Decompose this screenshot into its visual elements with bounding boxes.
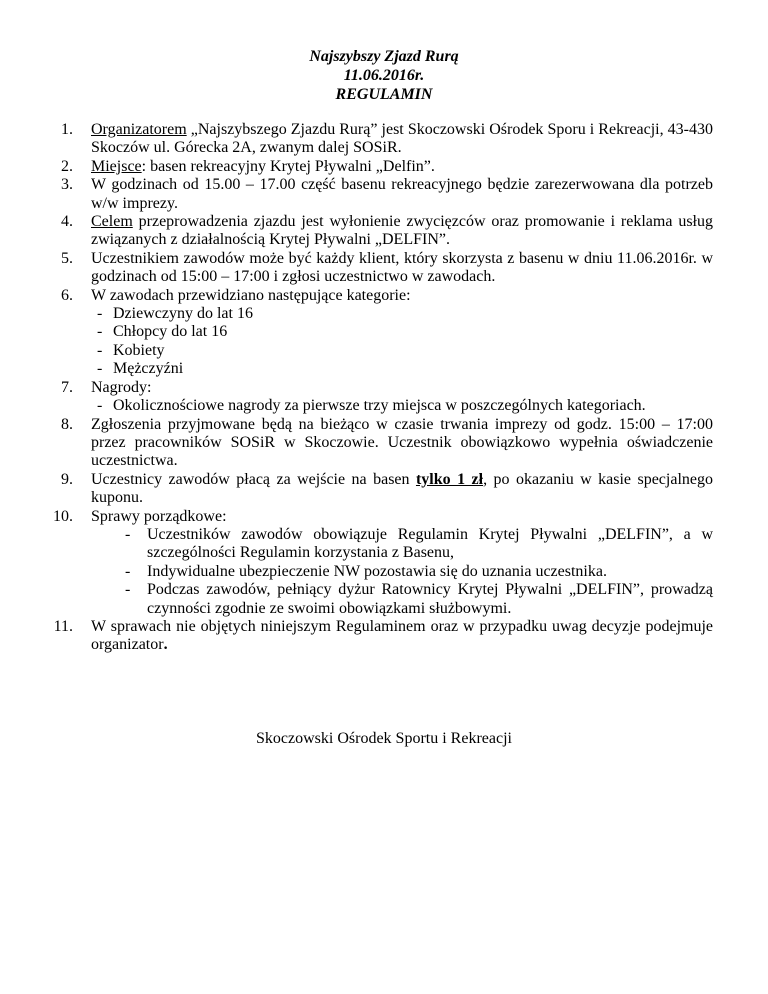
dash-bullet: -: [125, 562, 131, 580]
rule-text: W sprawach nie objętych niniejszym Regulaminem oraz w przypadku uwag decyzje podejmuje organizator: [91, 617, 713, 654]
rule-number: 8.: [61, 415, 73, 433]
category-label: Kobiety: [113, 341, 165, 359]
rule-number: 7.: [61, 378, 73, 396]
dash-bullet: -: [97, 341, 103, 359]
dash-bullet: -: [97, 305, 103, 323]
list-item: [91, 323, 713, 341]
event-title: Najszybszy Zjazd Rurą: [309, 48, 459, 65]
rule-text: Zgłoszenia przyjmowane będą na bieżąco w czasie trwania imprezy od godz. 15:00 – 17:00 przez pracowników SOSiR w Skoczowie. Uczestnik obowiązkowo wypełnia oświadczenie uczestnictwa.: [91, 415, 713, 470]
prizes-list: [91, 397, 713, 415]
rule-number: 9.: [61, 470, 73, 488]
rule-end-period: .: [163, 636, 168, 654]
list-item: [91, 305, 713, 323]
document-title: REGULAMIN: [335, 86, 433, 103]
rule-text: Sprawy porządkowe:: [91, 507, 227, 525]
rule-text: , po okazaniu w kasie specjalnego kuponu.: [91, 470, 714, 507]
rule-10: [45, 508, 713, 618]
rule-lead-term: Miejsce: [91, 157, 142, 175]
order-rules-list: [91, 526, 713, 618]
rule-text: przeprowadzenia zjazdu jest wyłonienie zwycięzców oraz promowanie i reklama usług związanych z działalnością Krytej Pływalni „DELFIN”.: [91, 213, 713, 249]
rule-11: [45, 618, 713, 655]
rule-1: [45, 121, 713, 158]
rule-number: 1.: [61, 121, 73, 138]
rule-number: 6.: [61, 286, 73, 304]
category-label: Dziewczyny do lat 16: [113, 305, 253, 323]
rule-lead-term: Organizatorem: [91, 121, 187, 138]
rule-text: Nagrody:: [91, 378, 152, 396]
list-item: [91, 342, 713, 360]
category-list: [91, 305, 713, 379]
rule-3: [45, 176, 713, 213]
prize-text: Okolicznościowe nagrody za pierwsze trzy miejsca w poszczególnych kategoriach.: [113, 397, 646, 415]
rule-2: [45, 158, 713, 176]
rule-text: : basen rekreacyjny Krytej Pływalni „Delfin”.: [141, 157, 435, 175]
rule-text: W zawodach przewidziano następujące kategorie:: [91, 286, 411, 304]
price-emphasis: tylko 1 zł: [415, 470, 484, 488]
rule-4: [45, 213, 713, 250]
organizer-signature: Skoczowski Ośrodek Sportu i Rekreacji: [256, 730, 512, 747]
list-item: [91, 563, 713, 581]
rule-lead-term: Celem: [91, 213, 133, 231]
list-item: [91, 397, 713, 415]
rule-text: Uczestnicy zawodów płacą za wejście na basen: [91, 470, 416, 488]
dash-bullet: -: [97, 397, 103, 415]
rule-8: [45, 416, 713, 471]
rule-number: 11.: [53, 617, 73, 635]
rule-number: 2.: [61, 157, 73, 175]
rule-number: 3.: [61, 176, 73, 194]
dash-bullet: -: [97, 323, 103, 341]
rule-6: [45, 287, 713, 379]
order-rule-text: Uczestników zawodów obowiązuje Regulamin Krytej Pływalni „DELFIN”, a w szczególności Regulamin korzystania z Basenu,: [147, 525, 713, 562]
dash-bullet: -: [97, 360, 103, 378]
list-item: [91, 581, 713, 618]
order-rule-text: Podczas zawodów, pełniący dyżur Ratownicy Krytej Pływalni „DELFIN”, prowadzą czynności zgodnie ze swoimi obowiązkami służbowymi.: [147, 581, 713, 617]
list-item: [91, 526, 713, 563]
rules-list: [45, 121, 713, 655]
rule-7: [45, 379, 713, 416]
category-label: Chłopcy do lat 16: [113, 323, 228, 341]
rule-9: [45, 471, 713, 508]
rule-text: „Najszybszego Zjazdu Rurą” jest Skoczowski Ośrodek Sporu i Rekreacji, 43-430 Skoczów ul. Górecka 2A, zwanym dalej SOSiR.: [91, 121, 713, 157]
rule-text: W godzinach od 15.00 – 17.00 część basenu rekreacyjnego będzie zarezerwowana dla potrzeb w/w imprezy.: [91, 176, 713, 212]
dash-bullet: -: [125, 525, 131, 543]
rule-text: Uczestnikiem zawodów może być każdy klient, który skorzysta z basenu w dniu 11.06.2016r. w godzinach od 15:00 – 17:00 i zgłosi uczestnictwo w zawodach.: [91, 249, 713, 286]
rule-5: [45, 250, 713, 287]
rule-number: 10.: [53, 507, 73, 525]
event-date: 11.06.2016r.: [343, 67, 425, 84]
order-rule-text: Indywidualne ubezpieczenie NW pozostawia się do uznania uczestnika.: [147, 562, 607, 580]
category-label: Mężczyźni: [113, 360, 184, 378]
list-item: [91, 360, 713, 378]
document-header: [0, 47, 768, 104]
dash-bullet: -: [125, 581, 131, 599]
rule-number: 4.: [61, 213, 73, 231]
rule-number: 5.: [61, 249, 73, 267]
